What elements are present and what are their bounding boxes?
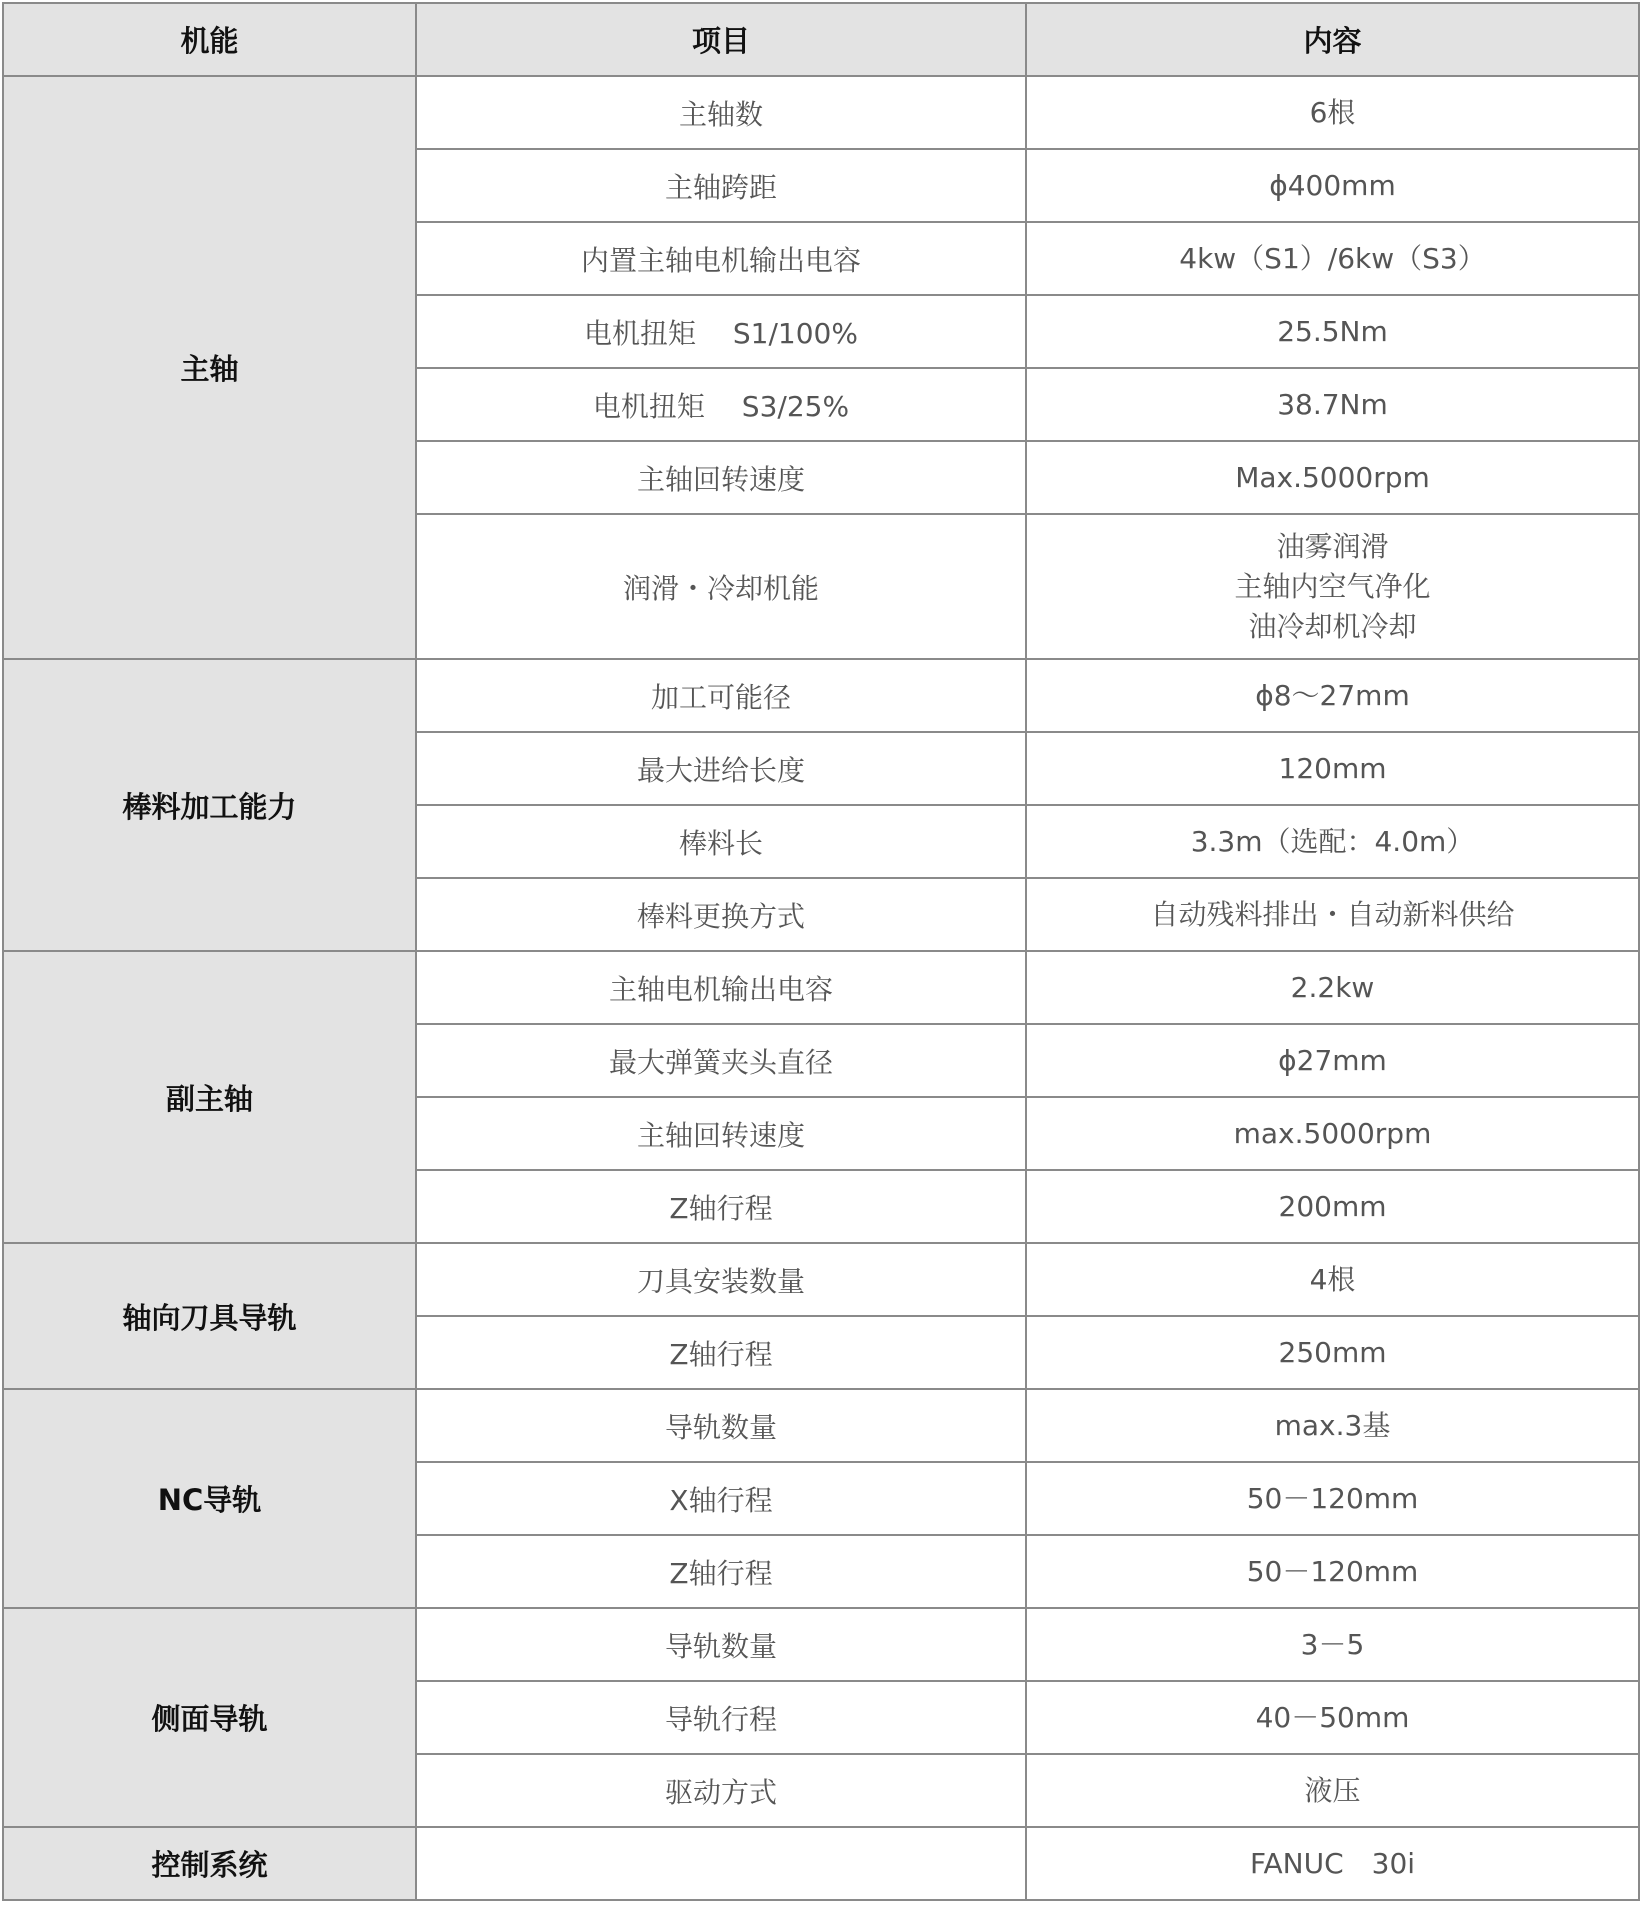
header-function: 机能 [3, 3, 416, 76]
value-line: 120mm [1278, 751, 1387, 785]
value-line: 液压 [1304, 1773, 1361, 1807]
category-cell: 主轴 [3, 76, 416, 659]
value-cell [1026, 659, 1639, 732]
value-cell [1026, 732, 1639, 805]
item-cell: 加工可能径 [416, 659, 1026, 732]
item-cell: 最大进给长度 [416, 732, 1026, 805]
table-row [3, 1608, 1639, 1681]
value-cell [1026, 441, 1639, 514]
item-cell: Z轴行程 [416, 1316, 1026, 1389]
value-line: 40－50mm [1255, 1700, 1410, 1734]
category-cell: 副主轴 [3, 951, 416, 1243]
value-cell [1026, 1170, 1639, 1243]
value-line: 2.2kw [1290, 970, 1375, 1004]
value-cell [1026, 1535, 1639, 1608]
value-line: 250mm [1278, 1335, 1387, 1369]
item-cell: 主轴数 [416, 76, 1026, 149]
table-row [3, 951, 1639, 1024]
value-cell [1026, 1754, 1639, 1827]
item-cell: 棒料长 [416, 805, 1026, 878]
item-cell: 主轴回转速度 [416, 441, 1026, 514]
value-cell [1026, 1316, 1639, 1389]
value-cell [1026, 1243, 1639, 1316]
spec-table [2, 2, 1640, 1901]
item-cell: 导轨数量 [416, 1608, 1026, 1681]
header-row [3, 3, 1639, 76]
spec-table-body [3, 76, 1639, 1900]
table-row [3, 1243, 1639, 1316]
item-cell: Z轴行程 [416, 1170, 1026, 1243]
spec-table-container [2, 2, 1638, 1916]
item-cell: 电机扭矩 S1/100% [416, 295, 1026, 368]
item-cell: 电机扭矩 S3/25% [416, 368, 1026, 441]
item-cell: 主轴跨距 [416, 149, 1026, 222]
value-cell [1026, 1827, 1639, 1900]
table-row [3, 76, 1639, 149]
value-line: ϕ400mm [1269, 168, 1396, 202]
value-cell [1026, 1024, 1639, 1097]
category-cell: 控制系统 [3, 1827, 416, 1900]
value-line: 4kw（S1）/6kw（S3） [1179, 241, 1486, 275]
header-content: 内容 [1026, 3, 1639, 76]
value-line: 4根 [1309, 1262, 1356, 1296]
category-cell: 侧面导轨 [3, 1608, 416, 1827]
value-line: 3.3m（选配：4.0m） [1190, 824, 1475, 858]
item-cell: 棒料更换方式 [416, 878, 1026, 951]
value-line: 50－120mm [1246, 1481, 1419, 1515]
category-cell: 轴向刀具导轨 [3, 1243, 416, 1389]
category-cell: 棒料加工能力 [3, 659, 416, 951]
value-line: 3－5 [1300, 1627, 1365, 1661]
value-line: 38.7Nm [1277, 387, 1388, 421]
value-cell [1026, 951, 1639, 1024]
value-line: 6根 [1309, 95, 1356, 129]
value-line: 主轴内空气净化 [1234, 569, 1431, 603]
value-line: 200mm [1278, 1189, 1387, 1223]
value-cell [1026, 1608, 1639, 1681]
value-cell [1026, 878, 1639, 951]
value-line: 50－120mm [1246, 1554, 1419, 1588]
value-cell [1026, 514, 1639, 659]
value-line: 油冷却机冷却 [1248, 609, 1417, 643]
value-cell [1026, 76, 1639, 149]
item-cell: 主轴回转速度 [416, 1097, 1026, 1170]
header-item: 项目 [416, 3, 1026, 76]
table-row [3, 1827, 1639, 1900]
value-line: max.3基 [1274, 1408, 1391, 1442]
item-cell: Z轴行程 [416, 1535, 1026, 1608]
value-cell [1026, 1462, 1639, 1535]
value-line: FANUC 30i [1249, 1846, 1416, 1880]
item-cell: 内置主轴电机输出电容 [416, 222, 1026, 295]
value-line: 自动残料排出・自动新料供给 [1150, 897, 1515, 931]
item-cell: 最大弹簧夹头直径 [416, 1024, 1026, 1097]
value-cell [1026, 1389, 1639, 1462]
value-cell [1026, 1681, 1639, 1754]
table-row [3, 1389, 1639, 1462]
item-cell: 主轴电机输出电容 [416, 951, 1026, 1024]
value-line: ϕ8～27mm [1255, 678, 1410, 712]
value-line: max.5000rpm [1233, 1116, 1432, 1150]
value-cell [1026, 149, 1639, 222]
item-cell: 驱动方式 [416, 1754, 1026, 1827]
value-cell [1026, 1097, 1639, 1170]
value-cell [1026, 295, 1639, 368]
item-cell: X轴行程 [416, 1462, 1026, 1535]
value-cell [1026, 222, 1639, 295]
item-cell: 导轨行程 [416, 1681, 1026, 1754]
value-line: 油雾润滑 [1276, 529, 1389, 563]
value-line: 25.5Nm [1277, 314, 1388, 348]
value-cell [1026, 805, 1639, 878]
item-cell: 刀具安装数量 [416, 1243, 1026, 1316]
item-cell [416, 1827, 1026, 1900]
table-row [3, 659, 1639, 732]
item-cell: 导轨数量 [416, 1389, 1026, 1462]
value-cell [1026, 368, 1639, 441]
value-line: Max.5000rpm [1235, 460, 1430, 494]
item-cell: 润滑・冷却机能 [416, 514, 1026, 659]
category-cell: NC导轨 [3, 1389, 416, 1608]
value-line: ϕ27mm [1278, 1043, 1387, 1077]
